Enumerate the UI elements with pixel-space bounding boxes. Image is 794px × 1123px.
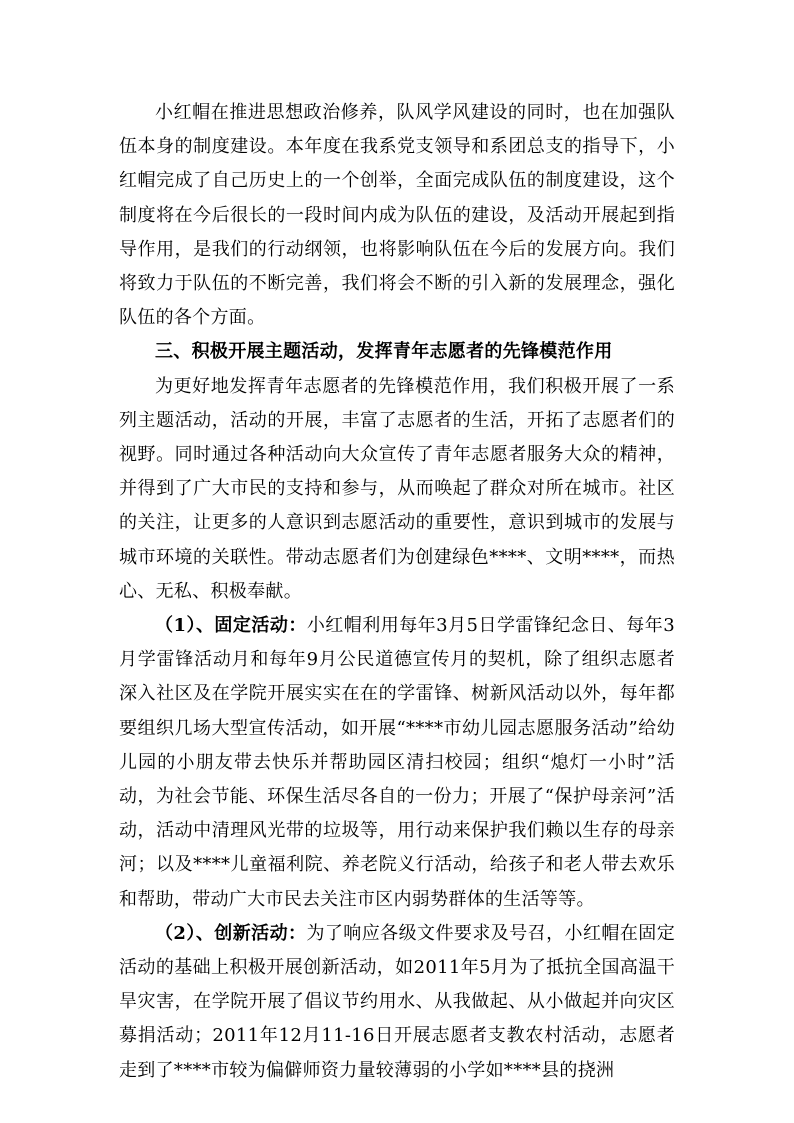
- paragraph-theme-activities: 为更好地发挥青年志愿者的先锋模范作用，我们积极开展了一系列主题活动，活动的开展，丰富了志愿者的生活，开拓了志愿者们的视野。同时通过各种活动向大众宣传了青年志愿者服务大众的精神，并得到了广大市民的支持和参与，从而唤起了群众对所在城市。社区的关注，让更多的人意识到志愿活动的重要性，意识到城市的发展与城市环境的关联性。带动志愿者们为创建绿色****、文明****，而热心、无私、积极奉献。: [119, 375, 675, 602]
- paragraph-team-system: 小红帽在推进思想政治修养，队风学风建设的同时，也在加强队伍本身的制度建设。本年度在我系党支领导和系团总支的指导下，小红帽完成了自己历史上的一个创举，全面完成队伍的制度建设，这个制度将在今后很长的一段时间内成为队伍的建设，及活动开展起到指导作用，是我们的行动纲领，也将影响队伍在今后的发展方向。我们将致力于队伍的不断完善，我们将会不断的引入新的发展理念，强化队伍的各个方面。: [119, 102, 675, 329]
- paragraph-fixed-activities: [119, 609, 675, 917]
- document-page: [119, 96, 675, 1088]
- innovative-activities-label: （2）、创新活动：: [155, 922, 307, 944]
- innovative-activities-text: 为了响应各级文件要求及号召，小红帽在固定活动的基础上积极开展创新活动，如2011年5月为了抵抗全国高温干旱灾害，在学院开展了倡议节约用水、从我做起、从小做起并向灾区募捐活动；2011年12月11-16日开展志愿者支教农村活动，志愿者走到了****市较为偏僻师资力量较薄弱的小学如****县的挠洲: [119, 922, 675, 1081]
- section-heading-3: 三、积极开展主题活动，发挥青年志愿者的先锋模范作用: [155, 341, 613, 363]
- paragraph-innovative-activities: [119, 917, 675, 1088]
- fixed-activities-text: 小红帽利用每年3月5日学雷锋纪念日、每年3月学雷锋活动月和每年9月公民道德宣传月的契机，除了组织志愿者深入社区及在学院开展实实在在的学雷锋、树新风活动以外，每年都要组织几场大型宣传活动，如开展“****市幼儿园志愿服务活动”给幼儿园的小朋友带去快乐并帮助园区清扫校园；组织“熄灯一小时”活动，为社会节能、环保生活尽各自的一份力；开展了“保护母亲河”活动，活动中清理风光带的垃圾等，用行动来保护我们赖以生存的母亲河；以及****儿童福利院、养老院义行活动，给孩子和老人带去欢乐和帮助，带动广大市民去关注市区内弱势群体的生活等等。: [119, 615, 675, 910]
- fixed-activities-label: （1）、固定活动：: [155, 615, 307, 637]
